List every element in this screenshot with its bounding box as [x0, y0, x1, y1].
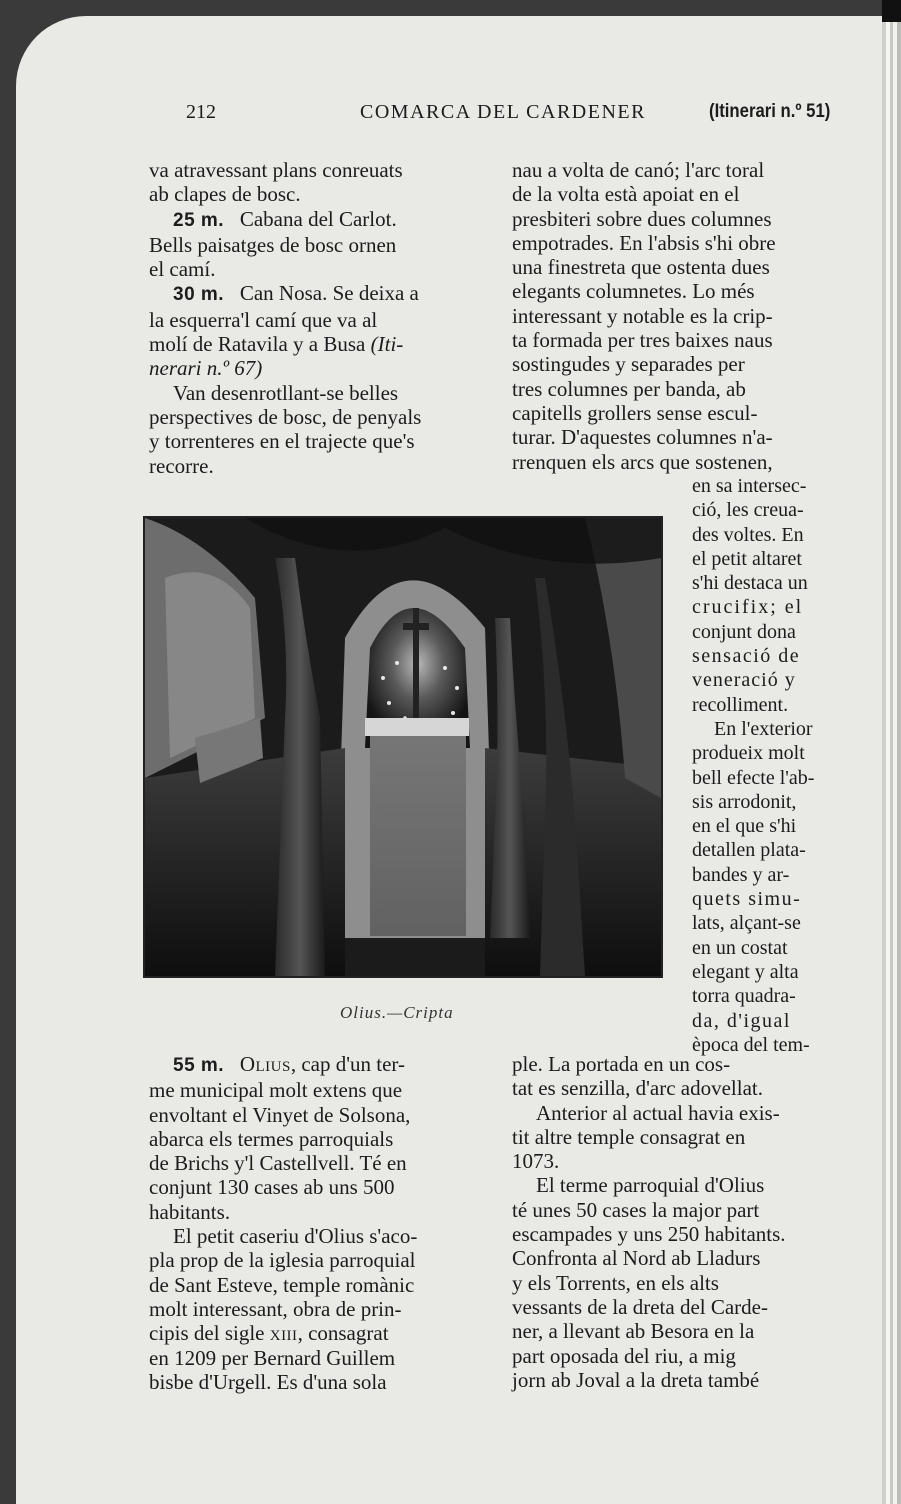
text-line: part oposada del riu, a mig — [512, 1343, 736, 1368]
text-line: En l'exterior — [714, 717, 813, 740]
distance-marker: 55 m. — [173, 1055, 225, 1076]
text-fragment: , consagrat — [297, 1321, 389, 1346]
text-line — [149, 332, 476, 356]
text-fragment: Can Nosa. Se deixa a — [239, 281, 419, 306]
distance-marker: 30 m. — [173, 284, 225, 306]
page-edge-shadow — [882, 0, 901, 22]
text-line: té unes 50 cases la major part — [512, 1197, 760, 1222]
text-line: envoltant el Vinyet de Solsona, — [149, 1102, 411, 1127]
text-line: època del tem- — [692, 1033, 810, 1056]
text-line: vessants de la dreta del Carde- — [512, 1294, 768, 1319]
text-fragment: molí de Ratavila y a Busa — [149, 332, 366, 357]
itinerary-link: nerari n.º 67) — [149, 356, 263, 381]
text-line: detallen plata- — [692, 839, 806, 862]
text-line: produeix molt — [692, 742, 805, 765]
text-line: perspectives de bosc, de penyals — [149, 404, 422, 429]
text-line: ta formada per tres baixes naus — [512, 328, 773, 353]
distance-marker: 25 m. — [173, 209, 225, 231]
text-line: bell efecte l'ab- — [692, 766, 815, 789]
text-line: pla prop de la iglesia parroquial — [149, 1248, 416, 1273]
text-line: 1073. — [512, 1149, 560, 1174]
text-line: turar. D'aquestes columnes n'a- — [512, 425, 773, 450]
text-line: en el que s'hi — [692, 815, 797, 838]
text-line: en un costat — [692, 936, 788, 959]
text-line: habitants. — [149, 1199, 231, 1224]
crypt-illustration — [145, 518, 661, 976]
text-line — [149, 1321, 476, 1345]
text-line: El terme parroquial d'Olius — [536, 1173, 765, 1198]
text-line: bandes y ar- — [692, 863, 790, 886]
text-line: ner, a llevant ab Besora en la — [512, 1319, 755, 1344]
text-line: sensació de — [692, 645, 801, 668]
page-edge — [882, 0, 901, 1504]
text-line: elegants columnetes. Lo més — [512, 279, 755, 304]
text-line — [149, 281, 476, 307]
text-line — [149, 1052, 476, 1078]
text-line: Confronta al Nord ab Lladurs — [512, 1246, 761, 1271]
text-line: en 1209 per Bernard Guillem — [149, 1345, 396, 1370]
place-name: Olius — [239, 1052, 291, 1076]
text-line: de la volta està apoiat en el — [512, 182, 740, 207]
right-column-narrow — [692, 474, 842, 1057]
text-line: lats, alçant-se — [692, 912, 801, 935]
crypt-photograph — [143, 516, 663, 978]
text-fragment: cipis del sigle — [149, 1321, 265, 1346]
text-line: tres columnes per banda, ab — [512, 376, 746, 401]
text-line: tit altre temple consagrat en — [512, 1124, 746, 1149]
text-line: capitells grollers sense escul- — [512, 400, 758, 425]
running-title: COMARCA DEL CARDENER — [360, 101, 646, 123]
text-line — [149, 207, 476, 233]
text-line: quets simu- — [692, 888, 802, 911]
itinerary-reference: (Itinerari n.º 51) — [709, 101, 831, 122]
text-line: s'hi destaca un — [692, 572, 808, 595]
text-line: sis arrodonit, — [692, 790, 797, 813]
text-fragment: , cap d'un ter- — [290, 1052, 405, 1076]
itinerary-link: (Iti- — [370, 332, 404, 357]
text-fragment: Cabana del Carlot. — [239, 206, 397, 231]
text-line: des voltes. En — [692, 523, 804, 546]
text-line: escampades y uns 250 habitants. — [512, 1222, 786, 1247]
text-line: y els Torrents, en els alts — [512, 1270, 719, 1295]
left-column-top — [149, 158, 476, 478]
text-line: el camí. — [149, 257, 216, 282]
text-line: sostingudes y separades per — [512, 352, 745, 377]
text-line: crucifix; el — [692, 596, 804, 619]
figure-caption: Olius.—Cripta — [340, 1003, 454, 1022]
text-line: recolliment. — [692, 693, 789, 716]
text-line: abarca els termes parroquials — [149, 1126, 394, 1151]
text-line: da, d'igual — [692, 1009, 791, 1032]
text-line: presbiteri sobre dues columnes — [512, 206, 772, 231]
text-line: Bells paisatges de bosc ornen — [149, 232, 397, 257]
page-number: 212 — [186, 101, 216, 123]
text-line: torra quadra- — [692, 985, 796, 1008]
text-line: el petit altaret — [692, 547, 802, 570]
text-line: conjunt 130 cases ab uns 500 — [149, 1175, 395, 1200]
text-line: conjunt dona — [692, 620, 796, 643]
text-line: y torrenteres en el trajecte que's — [149, 429, 415, 454]
text-line: interessant y notable es la crip- — [512, 303, 773, 328]
text-line: tat es senzilla, d'arc adovellat. — [512, 1076, 764, 1101]
text-line: recorre. — [149, 453, 214, 478]
text-line: empotrades. En l'absis s'hi obre — [512, 230, 776, 255]
text-line: Anterior al actual havia exis- — [536, 1100, 780, 1125]
text-line: ab clapes de bosc. — [149, 182, 301, 207]
text-line: El petit caseriu d'Olius s'aco- — [173, 1224, 418, 1249]
text-line: va atravessant plans conreuats — [149, 158, 403, 182]
left-column-bottom — [149, 1052, 476, 1394]
text-line: rrenquen els arcs que sostenen, — [512, 449, 773, 474]
text-line: ple. La portada en un cos- — [512, 1052, 731, 1076]
text-line: ció, les creua- — [692, 499, 804, 522]
text-line: nau a volta de canó; l'arc toral — [512, 158, 765, 182]
text-line: una finestreta que ostenta dues — [512, 255, 770, 280]
text-line: veneració y — [692, 669, 796, 692]
text-line: la esquerra'l camí que va al — [149, 307, 378, 332]
century-numeral: xiii — [269, 1321, 298, 1346]
text-line: en sa intersec- — [692, 475, 807, 497]
text-line: de Brichs y'l Castellvell. Té en — [149, 1151, 407, 1176]
right-column-top — [512, 158, 842, 474]
text-line — [149, 356, 476, 380]
text-line: jorn ab Joval a la dreta també — [512, 1367, 760, 1392]
text-line: me municipal molt extens que — [149, 1078, 403, 1103]
text-line: Van desenrotllant-se belles — [173, 380, 399, 405]
right-column-bottom — [512, 1052, 842, 1392]
text-line: molt interessant, obra de prin- — [149, 1296, 402, 1321]
text-line: elegant y alta — [692, 960, 799, 983]
text-line: de Sant Esteve, temple romànic — [149, 1272, 415, 1297]
text-line: bisbe d'Urgell. Es d'una sola — [149, 1369, 387, 1394]
